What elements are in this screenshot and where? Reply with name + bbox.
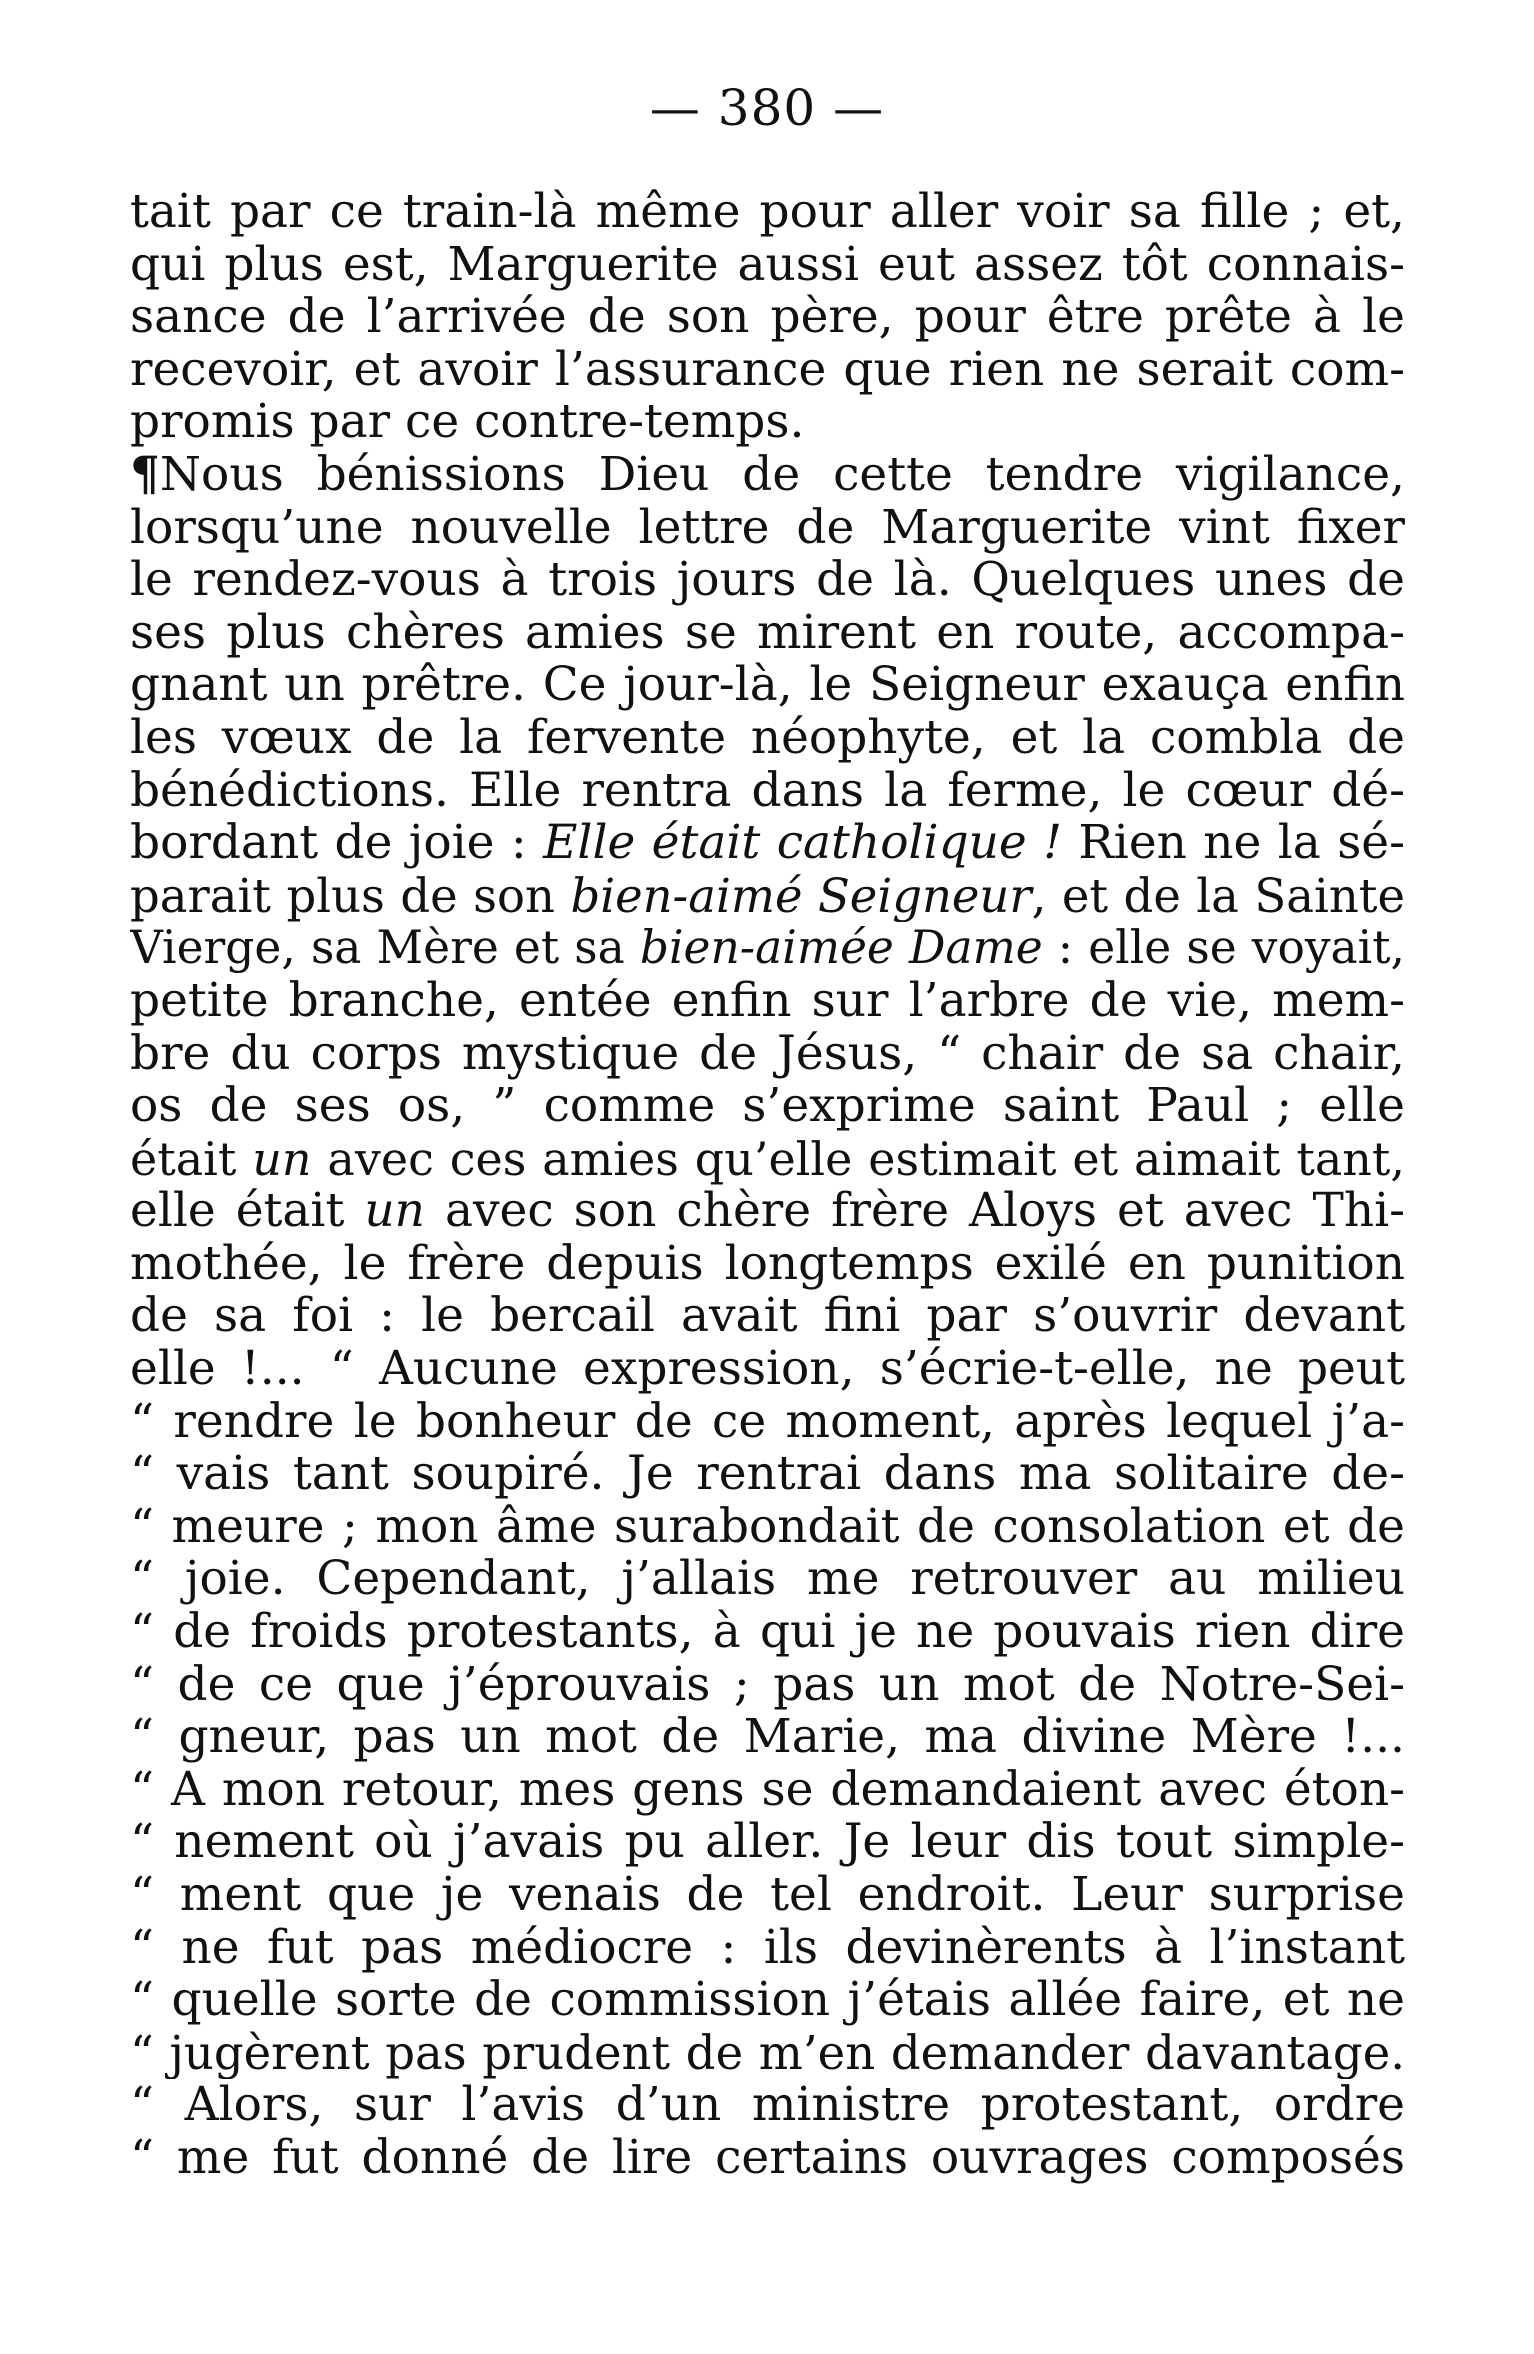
text-segment: parait plus de son: [130, 869, 571, 923]
text-segment: recevoir, et avoir l’assurance que rien ne serait com-: [130, 343, 1405, 397]
text-segment: os de ses os, ” comme s’exprime saint Paul ; elle: [130, 1080, 1405, 1133]
text-line: [130, 765, 1405, 818]
text-line: [130, 1396, 1405, 1449]
text-line: [130, 1290, 1405, 1343]
text-line: [130, 1816, 1405, 1869]
text-line: [130, 449, 1405, 502]
text-segment: était: [130, 1132, 253, 1186]
text-segment: “ rendre le bonheur de ce moment, après lequel j’a-: [130, 1395, 1405, 1449]
text-line: [130, 1501, 1405, 1554]
text-line: [130, 344, 1405, 397]
text-segment: elle !... “ Aucune expression, s’écrie-t-elle, ne peut: [130, 1343, 1405, 1396]
text-line: [130, 1764, 1405, 1817]
text-line: [130, 1711, 1405, 1764]
text-line: [130, 712, 1405, 765]
text-line: [130, 870, 1405, 923]
text-segment: qui plus est, Marguerite aussi eut assez tôt connais-: [130, 238, 1405, 292]
text-line: [130, 1553, 1405, 1606]
text-segment: Rien ne la sé-: [1062, 817, 1405, 870]
text-segment: le rendez-vous à trois jours de là. Quelques unes de: [130, 554, 1405, 607]
text-line: [130, 1185, 1405, 1238]
text-segment: bordant de joie :: [130, 817, 544, 870]
text-segment: elle était: [130, 1185, 365, 1238]
text-segment: avec son chère frère Aloys et avec Thi-: [424, 1185, 1405, 1238]
text-line: [130, 1869, 1405, 1922]
text-segment: Vierge, sa Mère et sa: [130, 922, 640, 975]
italic-text: Elle était catholique !: [543, 817, 1063, 870]
text-segment: “ me fut donné de lire certains ouvrages composés: [130, 2131, 1405, 2185]
text-segment: “ meure ; mon âme surabondait de consolation et de: [130, 1500, 1405, 1554]
italic-text: bien-aimé Seigneur: [570, 869, 1032, 923]
page-number: — 380 —: [649, 79, 885, 137]
text-segment: les vœux de la fervente néophyte, et la combla de: [130, 711, 1405, 765]
text-line: [130, 186, 1405, 239]
text-segment: “ de ce que j’éprouvais ; pas un mot de Notre-Sei-: [130, 1658, 1405, 1712]
text-segment: “ A mon retour, mes gens se demandaient avec éton-: [130, 1763, 1405, 1817]
body-text: [130, 186, 1405, 2185]
text-segment: ses plus chères amies se mirent en route, accompa-: [130, 606, 1405, 660]
text-segment: mothée, le frère depuis longtemps exilé en punition: [130, 1237, 1405, 1291]
italic-text: un: [364, 1185, 425, 1238]
text-line: [130, 2027, 1405, 2080]
text-line: [130, 1238, 1405, 1291]
text-segment: tait par ce train-là même pour aller voir sa fille ; et,: [130, 186, 1405, 239]
text-segment: “ vais tant soupiré. Je rentrai dans ma solitaire de-: [130, 1448, 1405, 1501]
text-line: [130, 659, 1405, 712]
italic-text: bien-aimée Dame: [639, 922, 1043, 975]
text-line: [130, 607, 1405, 660]
text-segment: “ gneur, pas un mot de Marie, ma divine Mère !...: [130, 1711, 1405, 1764]
text-line: [130, 291, 1405, 344]
text-line: [130, 922, 1405, 975]
text-segment: “ de froids protestants, à qui je ne pouvais rien dire: [130, 1606, 1405, 1659]
text-line: [130, 502, 1405, 555]
text-segment: , et de la Sainte: [1031, 869, 1405, 923]
text-line: [130, 1028, 1405, 1081]
text-line: [130, 554, 1405, 607]
text-segment: promis par ce contre-temps.: [130, 396, 805, 449]
text-segment: bre du corps mystique de Jésus, “ chair de sa chair,: [130, 1027, 1405, 1081]
text-segment: Nous bénissions Dieu de cette tendre vigilance,: [159, 448, 1405, 502]
text-segment: gnant un prêtre. Ce jour-là, le Seigneur exauça enfin: [130, 659, 1405, 712]
text-segment: “ quelle sorte de commission j’étais allée faire, et ne: [130, 1974, 1405, 2027]
text-segment: lorsqu’une nouvelle lettre de Marguerite vint fixer: [130, 501, 1405, 555]
italic-text: un: [252, 1132, 312, 1186]
text-line: [130, 239, 1405, 292]
text-segment: petite branche, entée enfin sur l’arbre de vie, mem-: [130, 974, 1405, 1028]
text-line: [130, 1974, 1405, 2027]
text-segment: “ ment que je venais de tel endroit. Leur surprise: [130, 1869, 1405, 1922]
text-segment: bénédictions. Elle rentra dans la ferme, le cœur dé-: [130, 764, 1405, 818]
text-segment: “ joie. Cependant, j’allais me retrouver au milieu: [130, 1553, 1405, 1607]
text-segment: avec ces amies qu’elle estimait et aimait tant,: [311, 1132, 1405, 1186]
text-line: [130, 975, 1405, 1028]
text-segment: : elle se voyait,: [1042, 922, 1405, 975]
text-line: [130, 396, 1405, 449]
text-line: [130, 1922, 1405, 1975]
text-line: [130, 1080, 1405, 1133]
text-segment: sance de l’arrivée de son père, pour être prête à le: [130, 291, 1405, 344]
text-line: [130, 1448, 1405, 1501]
text-segment: “ jugèrent pas prudent de m’en demander davantage.: [130, 2026, 1405, 2080]
text-line: [130, 2132, 1405, 2185]
text-line: [130, 1606, 1405, 1659]
text-segment: “ ne fut pas médiocre : ils devinèrents à l’instant: [130, 1921, 1405, 1975]
text-line: [130, 2079, 1405, 2132]
text-segment: de sa foi : le bercail avait fini par s’ouvrir devant: [130, 1290, 1405, 1344]
text-line: [130, 1659, 1405, 1712]
text-segment: “ nement où j’avais pu aller. Je leur dis tout simple-: [130, 1816, 1405, 1869]
paragraph-marker: ¶: [130, 448, 160, 502]
text-line: [130, 817, 1405, 870]
text-line: [130, 1343, 1405, 1396]
text-line: [130, 1133, 1405, 1186]
text-segment: “ Alors, sur l’avis d’un ministre protestant, ordre: [130, 2079, 1405, 2132]
